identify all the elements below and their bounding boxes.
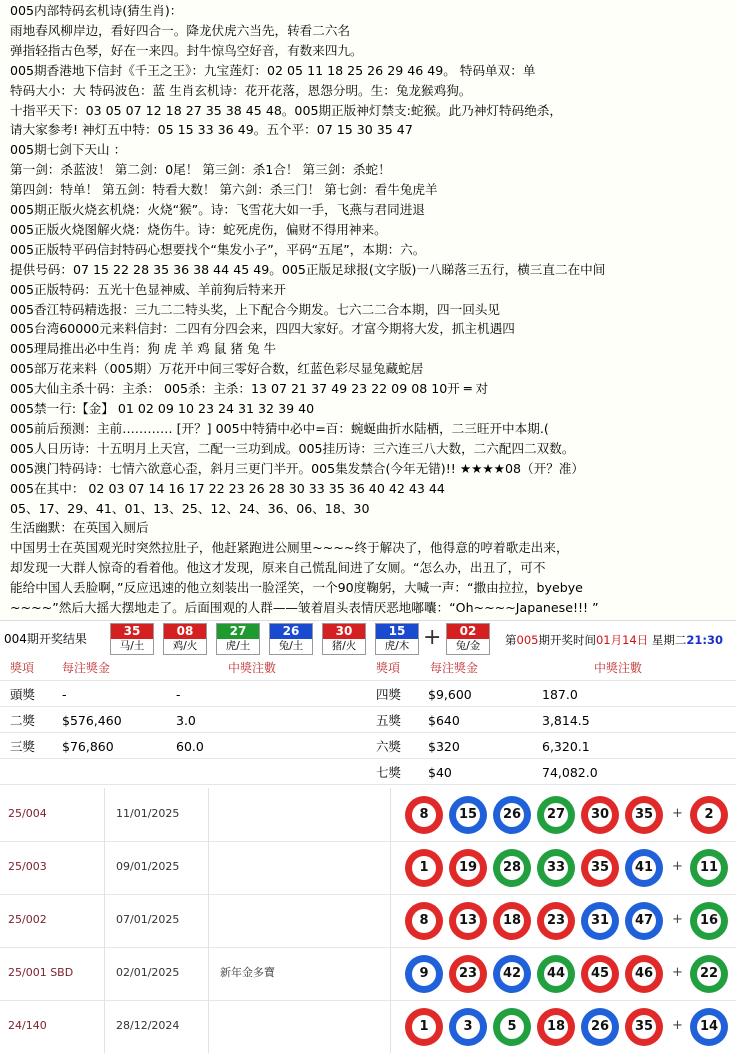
- prize-name: 六獎: [376, 739, 402, 754]
- result-ball: [216, 623, 260, 655]
- prize-amount: $40: [428, 765, 452, 780]
- history-ball: [449, 902, 487, 940]
- prize-table-divider: [0, 680, 736, 681]
- prize-amount: $76,860: [62, 739, 114, 754]
- history-ball: [581, 955, 619, 993]
- history-ball-number: 13: [456, 909, 480, 933]
- history-column-divider: [390, 894, 391, 947]
- prize-count: 3,814.5: [542, 713, 590, 728]
- history-ball: [405, 955, 443, 993]
- history-date: 07/01/2025: [116, 913, 180, 926]
- result-ball: [163, 623, 207, 655]
- result-ball-zodiac: 马/土: [111, 639, 153, 654]
- result-ball-zodiac: 虎/木: [376, 639, 418, 654]
- history-issue: 25/002: [8, 913, 47, 926]
- history-ball-number: 45: [588, 962, 612, 986]
- history-plus: +: [672, 912, 683, 927]
- history-plus: +: [672, 806, 683, 821]
- prize-count: 74,082.0: [542, 765, 598, 780]
- history-divider: [0, 894, 736, 895]
- history-ball: [581, 902, 619, 940]
- history-ball-number: 1: [412, 1015, 436, 1039]
- history-ball: [581, 849, 619, 887]
- history-column-divider: [390, 788, 391, 841]
- history-ball-number: 16: [697, 909, 721, 933]
- prize-table-header: 獎項: [376, 661, 401, 675]
- history-ball: [537, 1008, 575, 1046]
- history-ball: [405, 796, 443, 834]
- history-ball: [537, 796, 575, 834]
- history-ball-number: 35: [632, 1015, 656, 1039]
- history-date: 28/12/2024: [116, 1019, 180, 1032]
- history-ball-number: 26: [500, 803, 524, 827]
- history-column-divider: [208, 1000, 209, 1053]
- result-ball-number: 30: [323, 624, 365, 639]
- prize-amount: -: [62, 687, 67, 702]
- history-divider: [0, 947, 736, 948]
- prize-count: 60.0: [176, 739, 204, 754]
- text-line: 中国男士在英国观光时突然拉肚子，他赶紧跑进公厕里~~~~终于解决了，他得意的哼着歌走出来，: [10, 540, 569, 556]
- history-column-divider: [208, 841, 209, 894]
- text-line: 请大家参考! 神灯五中特：05 15 33 36 49。五个平：07 15 30 35 47: [10, 122, 413, 138]
- result-ball: [269, 623, 313, 655]
- prize-name: 四獎: [376, 687, 402, 702]
- history-issue: 25/003: [8, 860, 47, 873]
- history-special-ball: [690, 796, 728, 834]
- text-line: 能给中国人丢脸啊，”反应迅速的他立刻装出一脸淫笑，一个90度鞠躬，大喊一声：“撒由拉拉，byebye: [10, 580, 583, 596]
- history-row: [0, 894, 736, 947]
- history-ball-number: 44: [544, 962, 568, 986]
- history-ball-number: 8: [412, 803, 436, 827]
- history-ball: [449, 955, 487, 993]
- prize-count: 187.0: [542, 687, 578, 702]
- history-row: [0, 841, 736, 894]
- text-line: 雨地春风柳岸边，看好四合一。降龙伏虎六当先，转看二六名: [10, 22, 351, 38]
- history-column-divider: [390, 947, 391, 1000]
- prize-amount: $640: [428, 713, 460, 728]
- text-line: 却发现一大群人惊奇的看着他。他这才发现，原来自己慌乱间进了女厕。“怎么办，出丑了，可不: [10, 560, 546, 576]
- history-ball-number: 23: [456, 962, 480, 986]
- history-column-divider: [104, 841, 105, 894]
- history-ball-number: 8: [412, 909, 436, 933]
- result-ball: [322, 623, 366, 655]
- prize-name: 二獎: [10, 713, 36, 728]
- prize-table: [0, 656, 736, 788]
- history-ball-number: 18: [544, 1015, 568, 1039]
- history-ball-number: 1: [412, 856, 436, 880]
- prize-name: 七獎: [376, 765, 402, 780]
- text-line: 提供号码：07 15 22 28 35 36 38 44 45 49。005正版足球报(文字版)一八睇落三五行，横三直二在中间: [10, 261, 606, 277]
- history-ball-number: 31: [588, 909, 612, 933]
- history-plus: +: [672, 965, 683, 980]
- text-line: 005前后预测：主前………… [开？] 005中特猜中必中=百：蜿蜒曲折水陆栖，二三旺开中本期.(: [10, 420, 549, 436]
- prize-count: -: [176, 687, 181, 702]
- result-ball-zodiac: 兔/土: [270, 639, 312, 654]
- result-ball-number: 35: [111, 624, 153, 639]
- history-ball: [493, 796, 531, 834]
- text-line: 005正版特码：五光十色显神威、羊前狗后特来开: [10, 281, 286, 297]
- history-issue: 24/140: [8, 1019, 47, 1032]
- prize-count: 3.0: [176, 713, 196, 728]
- result-ball: [375, 623, 419, 655]
- history-ball-number: 26: [588, 1015, 612, 1039]
- text-line: 005内部特码玄机诗(猜生肖)：: [10, 3, 183, 18]
- history-column-divider: [104, 788, 105, 841]
- history-date: 09/01/2025: [116, 860, 180, 873]
- history-special-ball: [690, 849, 728, 887]
- history-row: [0, 947, 736, 1000]
- history-column-divider: [104, 894, 105, 947]
- result-ball-zodiac: 兔/金: [447, 639, 489, 654]
- text-line: 005禁一行:【金】 01 02 09 10 23 24 31 32 39 40: [10, 401, 315, 416]
- history-column-divider: [208, 788, 209, 841]
- history-ball: [405, 902, 443, 940]
- text-line: 005人日历诗：十五明月上天宫，二配一三功到成。005挂历诗：三六连三八大数，二六配四二双数。: [10, 440, 575, 456]
- prize-table-header: 中獎注數: [594, 661, 643, 675]
- text-line: 005正版特平码信封特码心想要找个“集发小子”，平码“五尾”，本期：六。: [10, 241, 426, 257]
- text-line: 005期香港地下信封《千王之王》：九宝莲灯：02 05 11 18 25 26 29 46 49。 特码单双：单: [10, 62, 536, 78]
- prize-name: 五獎: [376, 713, 402, 728]
- history-ball-number: 22: [697, 962, 721, 986]
- text-line: 特码大小：大 特码波色：蓝 生肖玄机诗：花开花落，恩怨分明。生：兔龙猴鸡狗。: [10, 82, 472, 98]
- text-line: 005台湾60000元来料信封：二四有分四会来，四四大家好。才富今期将大发，抓主机遇四: [10, 321, 515, 337]
- history-ball-number: 35: [588, 856, 612, 880]
- history-ball-number: 15: [456, 803, 480, 827]
- history-date: 11/01/2025: [116, 807, 180, 820]
- text-line: 005理局推出必中生肖：狗 虎 羊 鸡 鼠 猪 兔 牛: [10, 341, 277, 357]
- history-ball: [625, 796, 663, 834]
- text-line: 005大仙主杀十码：主杀： 005杀：主杀：13 07 21 37 49 23 22 09 08 10开 ═ 对: [10, 381, 489, 397]
- result-ball-zodiac: 虎/土: [217, 639, 259, 654]
- history-note: 新年金多寶: [220, 966, 275, 979]
- history-plus: +: [672, 1018, 683, 1033]
- history-ball-number: 27: [544, 803, 568, 827]
- history-special-ball: [690, 902, 728, 940]
- history-ball: [625, 849, 663, 887]
- prize-amount: $9,600: [428, 687, 472, 702]
- text-line: 第四剑：特单！ 第五剑：特看大数！ 第六剑：杀三门！ 第七剑：看牛兔虎羊: [10, 182, 438, 198]
- result-ball-zodiac: 鸡/火: [164, 639, 206, 654]
- result-ball-zodiac: 猪/火: [323, 639, 365, 654]
- prize-amount: $576,460: [62, 713, 122, 728]
- history-ball-number: 28: [500, 856, 524, 880]
- history-ball: [493, 902, 531, 940]
- history-ball-number: 2: [697, 803, 721, 827]
- draw-result-plus: +: [423, 625, 442, 650]
- history-ball: [537, 849, 575, 887]
- history-ball-number: 41: [632, 856, 656, 880]
- prize-table-header: 中獎注數: [228, 661, 277, 675]
- prize-table-header: 每注獎金: [62, 661, 111, 675]
- history-divider: [0, 841, 736, 842]
- text-line: 005澳门特码诗：七情六欲意心歪，斜月三更门半开。005集发禁合(今年无错)!! ★★★★08（开？准）: [10, 460, 584, 476]
- text-line: 005期七剑下天山 ：: [10, 142, 127, 158]
- history-ball: [405, 849, 443, 887]
- draw-result-bar: [0, 620, 736, 657]
- history-ball: [537, 902, 575, 940]
- history-ball: [449, 1008, 487, 1046]
- history-special-ball: [690, 1008, 728, 1046]
- prize-amount: $320: [428, 739, 460, 754]
- history-column-divider: [208, 947, 209, 1000]
- history-issue: 25/004: [8, 807, 47, 820]
- prize-name: 頭獎: [10, 687, 36, 702]
- result-ball-number: 26: [270, 624, 312, 639]
- history-ball-number: 46: [632, 962, 656, 986]
- prize-table-divider: [0, 784, 736, 785]
- history-row: [0, 1000, 736, 1053]
- history-ball-number: 9: [412, 962, 436, 986]
- text-line: 弹指轻指古色琴，好在一来四。封牛惊鸟空好音，有数来四九。: [10, 42, 363, 58]
- prize-table-divider: [0, 706, 736, 707]
- history-ball-number: 5: [500, 1015, 524, 1039]
- history-plus: +: [672, 859, 683, 874]
- history-ball-number: 18: [500, 909, 524, 933]
- result-ball-number: 08: [164, 624, 206, 639]
- text-line: 生活幽默：在英国入厕后: [10, 520, 149, 536]
- prize-table-header: 獎項: [10, 661, 35, 675]
- text-line: ~~~~”然后大摇大摆地走了。后面围观的人群——皱着眉头表情厌恶地嘟囔：“Oh~~~~Japanese!!! ”: [10, 600, 599, 615]
- history-column-divider: [390, 841, 391, 894]
- history-ball: [493, 849, 531, 887]
- result-ball-number: 15: [376, 624, 418, 639]
- text-line: 十指平天下：03 05 07 12 18 27 35 38 45 48。005期正版神灯禁支:蛇猴。此乃神灯特码绝杀，: [10, 102, 562, 118]
- history-ball-number: 42: [500, 962, 524, 986]
- history-ball: [625, 902, 663, 940]
- text-line: 005期正版火烧玄机烧：火烧“猴”。诗：飞雪花大如一手，飞燕与君同进退: [10, 202, 425, 217]
- history-ball: [449, 849, 487, 887]
- result-special-ball: [446, 623, 490, 655]
- history-ball-number: 35: [632, 803, 656, 827]
- history-divider: [0, 1000, 736, 1001]
- prize-count: 6,320.1: [542, 739, 590, 754]
- history-ball-number: 14: [697, 1015, 721, 1039]
- history-issue: 25/001 SBD: [8, 966, 74, 979]
- draw-history-list: [0, 788, 736, 1053]
- history-ball: [625, 955, 663, 993]
- history-ball-number: 11: [697, 856, 721, 880]
- history-ball-number: 33: [544, 856, 568, 880]
- text-line: 005正版火烧图解火烧：烧伤牛。诗：蛇死虎伤，偏财不得用神来。: [10, 221, 387, 237]
- result-ball-number: 02: [447, 624, 489, 639]
- result-ball: [110, 623, 154, 655]
- prize-table-header: 每注獎金: [430, 661, 479, 675]
- history-ball: [449, 796, 487, 834]
- text-line: 05、17、29、41、01、13、25、12、24、36、06、18、30: [10, 500, 370, 516]
- history-ball: [581, 796, 619, 834]
- text-line: 第一剑：杀蓝波！ 第二剑：0尾！ 第三剑：杀1合！ 第三剑：杀蛇！: [10, 162, 391, 178]
- history-date: 02/01/2025: [116, 966, 180, 979]
- result-ball-number: 27: [217, 624, 259, 639]
- prize-name: 三獎: [10, 739, 36, 754]
- history-column-divider: [208, 894, 209, 947]
- history-column-divider: [104, 947, 105, 1000]
- history-ball: [493, 955, 531, 993]
- history-column-divider: [390, 1000, 391, 1053]
- text-line: 005香江特码精选报：三九二二特头奖，上下配合今期发。七六二二合本期，四一回头见: [10, 301, 501, 317]
- history-column-divider: [104, 1000, 105, 1053]
- history-ball: [405, 1008, 443, 1046]
- history-ball-number: 47: [632, 909, 656, 933]
- history-ball-number: 30: [588, 803, 612, 827]
- history-ball: [625, 1008, 663, 1046]
- history-ball: [493, 1008, 531, 1046]
- draw-result-label: 004期开奖结果: [4, 632, 87, 646]
- history-ball: [581, 1008, 619, 1046]
- history-ball-number: 3: [456, 1015, 480, 1039]
- draw-time: 第005期开奖时间01月14日 星期二21:30: [505, 633, 723, 647]
- history-ball-number: 23: [544, 909, 568, 933]
- history-ball: [537, 955, 575, 993]
- history-special-ball: [690, 955, 728, 993]
- history-row: [0, 788, 736, 841]
- text-line: 005在其中： 02 03 07 14 16 17 22 23 26 28 30 33 35 36 40 42 43 44: [10, 480, 445, 496]
- text-line: 005部万花来料（005期）万花开中间三零好合数，红蓝色彩尽显兔藏蛇居: [10, 361, 424, 377]
- history-ball-number: 19: [456, 856, 480, 880]
